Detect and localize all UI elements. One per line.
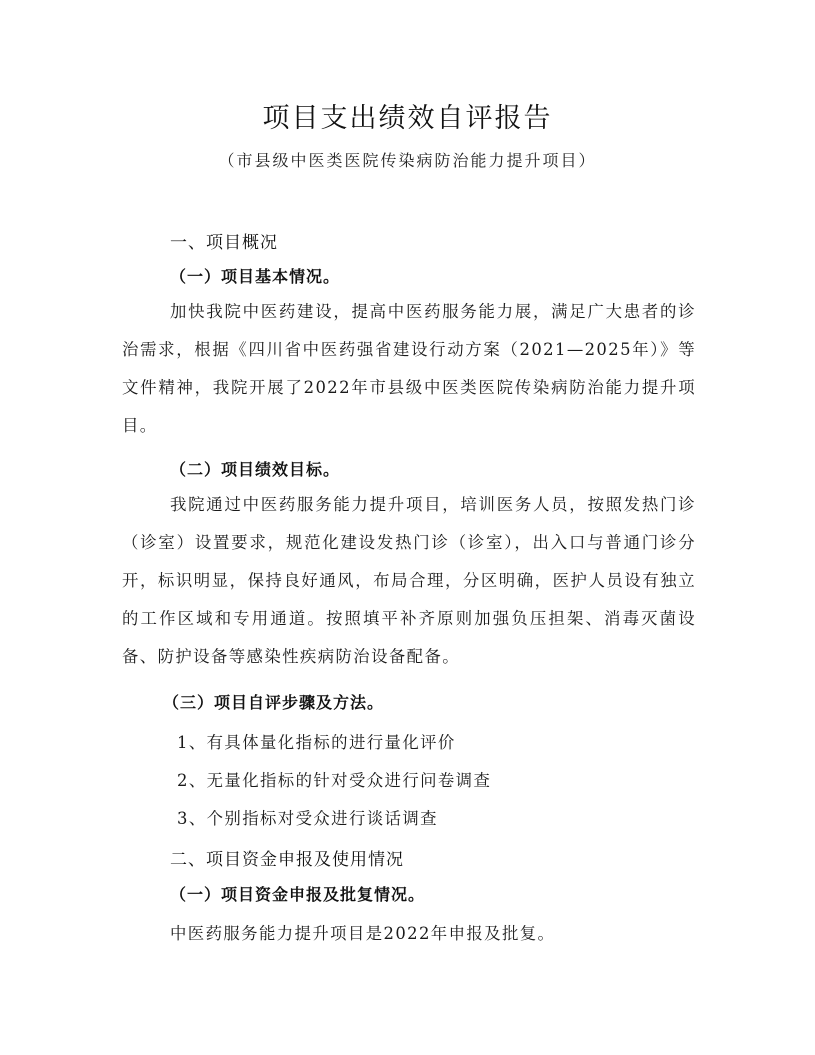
method-step: 2、无量化指标的针对受众进行问卷调查 bbox=[177, 771, 492, 790]
document-title: 项目支出绩效自评报告 bbox=[262, 103, 553, 134]
section-heading-overview: 一、项目概况 bbox=[170, 233, 278, 253]
paragraph-goals: 我院通过中医药服务能力提升项目，培训医务人员，按照发热门诊（诊室）设置要求，规范化建设发热门诊（诊室），出入口与普通门诊分开，标识明显，保持良好通风，布局合理，分区明确，医护人员设有独立的工作区域和专用通道。按照填平补齐原则加强负压担架、消毒灭菌设备、防护设备等感染性疾病防治设备配备。 bbox=[122, 495, 696, 666]
method-step: 1、有具体量化指标的进行量化评价 bbox=[177, 733, 456, 752]
document-subtitle: （市县级中医类医院传染病防治能力提升项目） bbox=[218, 151, 597, 170]
subsection-heading-method: （三）项目自评步骤及方法。 bbox=[163, 693, 385, 712]
subsection-heading-application: （一）项目资金申报及批复情况。 bbox=[170, 885, 426, 904]
subsection-heading-basic: （一）项目基本情况。 bbox=[170, 267, 341, 286]
subsection-heading-goals: （二）项目绩效目标。 bbox=[170, 460, 341, 479]
paragraph-basic: 加快我院中医药建设，提高中医药服务能力展，满足广大患者的诊治需求，根据《四川省中医药强省建设行动方案（2021—2025年）》等文件精神，我院开展了2022年市县级中医类医院传染病防治能力提升项目。 bbox=[122, 302, 696, 435]
section-heading-funding: 二、项目资金申报及使用情况 bbox=[170, 850, 404, 870]
paragraph-application: 中医药服务能力提升项目是2022年申报及批复。 bbox=[170, 924, 556, 943]
method-step: 3、个别指标对受众进行谈话调查 bbox=[177, 809, 438, 828]
